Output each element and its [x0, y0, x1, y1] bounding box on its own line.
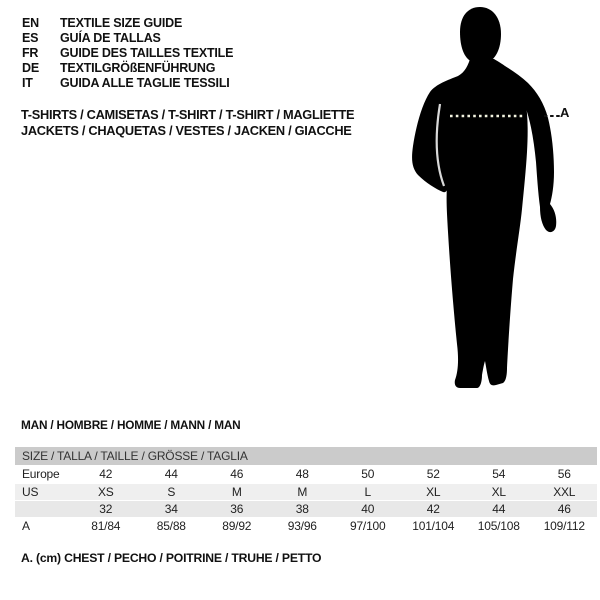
language-code: ES — [22, 30, 39, 45]
size-cell: S — [167, 485, 176, 499]
row-label: US — [22, 485, 39, 499]
size-cell: 56 — [557, 467, 571, 481]
table-row-us — [15, 484, 597, 500]
language-code: FR — [22, 45, 39, 60]
row-label: A — [22, 519, 30, 533]
language-label: TEXTILE SIZE GUIDE — [60, 16, 183, 30]
language-row — [22, 16, 233, 31]
size-cell: M — [231, 485, 242, 499]
size-cell: 34 — [164, 502, 178, 516]
measurement-footnote: A. (cm) CHEST / PECHO / POITRINE / TRUHE / PETTO — [21, 551, 322, 565]
size-cell: M — [297, 485, 308, 499]
size-cell: 48 — [295, 467, 309, 481]
man-silhouette-figure — [404, 4, 566, 394]
size-cell: XS — [97, 485, 114, 499]
size-cell: 46 — [230, 467, 244, 481]
size-cell: 81/84 — [91, 519, 121, 533]
table-row-chest — [15, 518, 597, 534]
size-cell: 36 — [230, 502, 244, 516]
category-tshirts: T-SHIRTS / CAMISETAS / T-SHIRT / T-SHIRT / MAGLIETTE — [21, 107, 355, 122]
size-cell: 40 — [361, 502, 375, 516]
category-titles — [21, 107, 354, 138]
language-code: DE — [22, 60, 39, 75]
size-cell: 85/88 — [156, 519, 186, 533]
size-table — [15, 447, 597, 535]
section-title-man: MAN / HOMBRE / HOMME / MANN / MAN — [21, 418, 241, 432]
language-label: GUIDA ALLE TAGLIE TESSILI — [60, 75, 230, 90]
size-cell: 42 — [99, 467, 113, 481]
language-row — [22, 46, 233, 61]
size-cell: 105/108 — [477, 519, 520, 533]
size-cell: 44 — [164, 467, 178, 481]
category-jackets: JACKETS / CHAQUETAS / VESTES / JACKEN / GIACCHE — [21, 122, 352, 138]
chest-measurement-label: A — [560, 105, 570, 120]
language-label: GUÍA DE TALLAS — [60, 30, 161, 45]
size-cell: 93/96 — [287, 519, 317, 533]
size-cell: 46 — [557, 502, 571, 516]
size-cell: 42 — [426, 502, 440, 516]
size-cell: 54 — [492, 467, 506, 481]
size-cell: 32 — [99, 502, 113, 516]
size-cell: XL — [426, 485, 441, 499]
size-cell: 38 — [295, 502, 309, 516]
size-cell: L — [364, 485, 371, 499]
man-silhouette — [404, 4, 566, 394]
size-cell: 52 — [426, 467, 440, 481]
size-cell: 44 — [492, 502, 506, 516]
language-label: TEXTILGRÖßENFÜHRUNG — [60, 60, 216, 75]
language-row — [22, 76, 233, 91]
table-header: SIZE / TALLA / TAILLE / GRÖSSE / TAGLIA — [15, 447, 597, 465]
size-cell: 101/104 — [412, 519, 455, 533]
language-code: EN — [22, 16, 39, 30]
size-cell: XXL — [553, 485, 576, 499]
size-cell: 50 — [361, 467, 375, 481]
table-row-europe — [15, 466, 597, 483]
language-row — [22, 61, 233, 76]
language-row — [22, 31, 233, 46]
size-cell: 109/112 — [543, 519, 585, 533]
size-cell: XL — [491, 485, 506, 499]
language-list — [22, 16, 233, 91]
row-label: Europe — [22, 467, 60, 481]
table-row-numeric — [15, 501, 597, 517]
language-label: GUIDE DES TAILLES TEXTILE — [60, 45, 234, 60]
size-cell: 97/100 — [349, 519, 386, 533]
language-code: IT — [22, 75, 33, 90]
size-cell: 89/92 — [222, 519, 252, 533]
row-label — [15, 501, 73, 517]
